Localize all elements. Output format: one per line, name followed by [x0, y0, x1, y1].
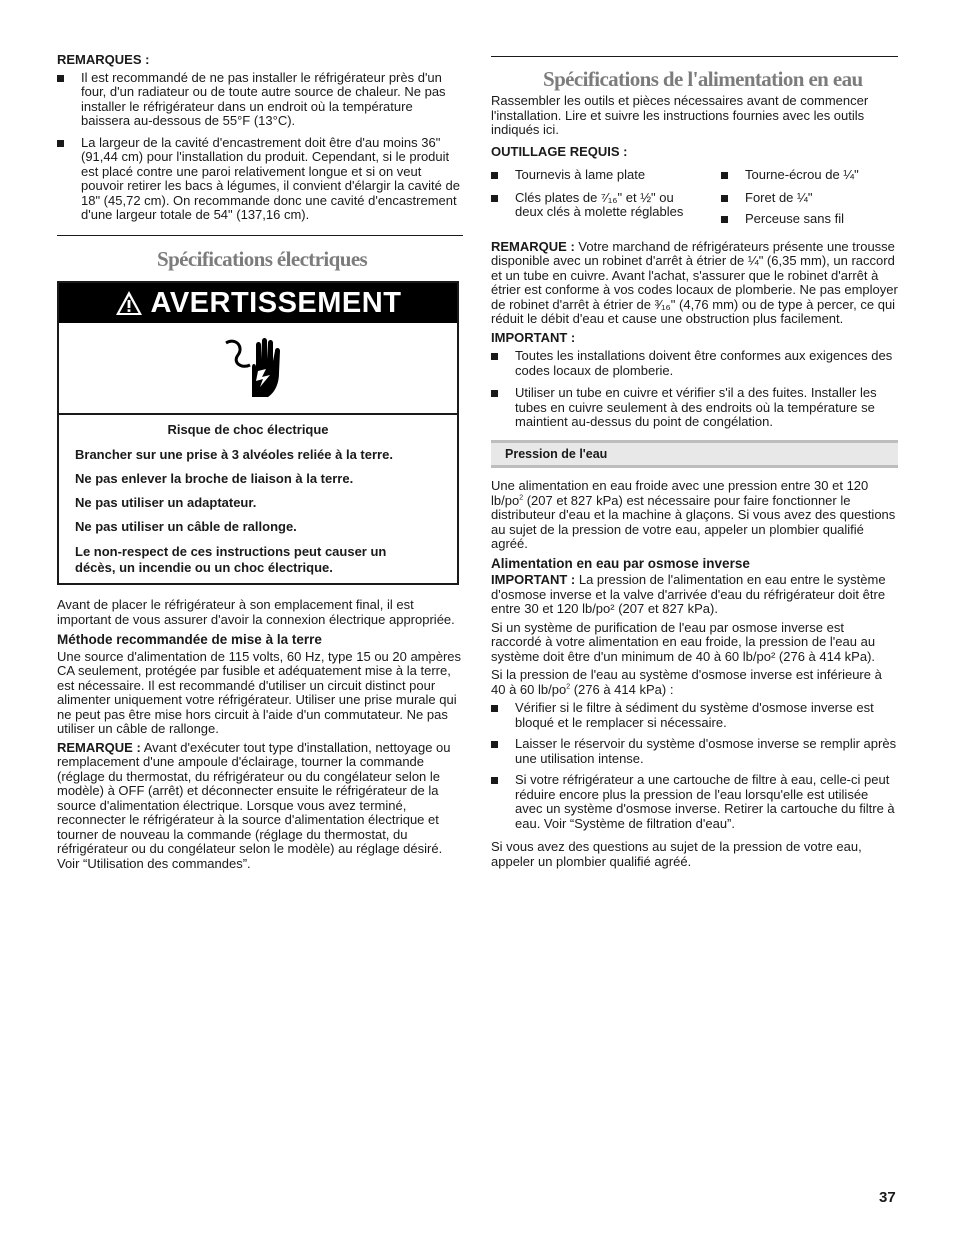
osmose-list — [491, 701, 898, 831]
osmose-paragraph: Si la pression de l'eau au système d'osmose inverse est inférieure à 40 à 60 $lb/po^2$ (276 à 414 kPa) : — [491, 667, 882, 697]
warning-line: Le non-respect de ces instructions peut causer un décès, un incendie ou un choc électrique. — [75, 543, 387, 575]
tools-title: OUTILLAGE REQUIS : — [491, 143, 628, 159]
warning-header — [59, 283, 457, 323]
section-heading-water: Spécifications de l'alimentation en eau — [543, 67, 863, 91]
water-intro: Rassembler les outils et pièces nécessaires avant de commencer l'installation. Lire et suivre les instructions fournies avec les outils indiqués ici. — [491, 93, 869, 137]
divider — [491, 56, 898, 57]
warning-line: Brancher sur une prise à 3 alvéoles reliée à la terre. — [75, 446, 393, 462]
osmose-paragraph: Si un système de purification de l'eau par osmose inverse est raccordé à votre alimentation en eau froide, la pression de l'eau au système doit être d'un minimum de 40 à 60 lb/po² (276 à 414 kPa). — [491, 619, 876, 664]
tools-right — [721, 168, 891, 227]
list-item: Vérifier si le filtre à sédiment du système d'osmose inverse est bloqué et le remplacer si nécessaire. — [491, 701, 898, 730]
list-item: Tourne-écrou de ¼" — [721, 168, 891, 183]
warning-line: Ne pas utiliser un câble de rallonge. — [75, 518, 297, 534]
list-item: Il est recommandé de ne pas installer le réfrigérateur près d'un four, d'un radiateur ou de toute autre source de chaleur. Ne pas installer le réfrigérateur dans un endroit où la température baissera au-dessous de 55°F (13°C). — [57, 71, 463, 129]
warning-risk: Risque de choc électrique — [167, 422, 329, 437]
important-title: IMPORTANT : — [491, 329, 576, 345]
tools-left — [491, 168, 721, 227]
list-item: Foret de ¼" — [721, 191, 891, 206]
remarques-list — [57, 71, 463, 223]
page-number: 37 — [879, 1189, 896, 1206]
warning-line: Ne pas enlever la broche de liaison à la terre. — [75, 470, 354, 486]
list-item: Tournevis à lame plate — [491, 168, 721, 183]
list-item: Utiliser un tube en cuivre et vérifier s'il a des fuites. Installer les tubes en cuivre seulement à des endroits où la température se maintient au-dessus du point de congélation. — [491, 386, 898, 430]
warning-body — [59, 415, 457, 576]
remarque-paragraph: REMARQUE : Votre marchand de réfrigérateurs présente une trousse disponible avec un robinet d'arrêt à étrier de ¼" (6,35 mm), un raccord et un tube en cuivre. Avant l'achat, s'assurer que le robinet d'arrêt à étrier est conforme à vos codes locaux de plomberie. Ne pas employer de robinet d'arrêt à étrier de ³⁄₁₆" (4,76 mm) ou de type à percer, ce qui réduit le débit d'eau et cause une obstruction plus facilement. — [491, 238, 898, 326]
remarque-label: REMARQUE : — [57, 739, 141, 755]
tools-list — [491, 168, 898, 227]
closing-paragraph: Si vous avez des questions au sujet de la pression de votre eau, appeler un plombier qualifié agréé. — [491, 839, 862, 869]
remarque-label: REMARQUE : — [491, 238, 575, 254]
divider — [57, 235, 463, 236]
remarques-title: REMARQUES : — [57, 52, 150, 67]
important-label: IMPORTANT : — [491, 572, 576, 587]
list-item: La largeur de la cavité d'encastrement doit être d'au moins 36" (91,44 cm) pour l'installation du produit. Cependant, si le produit est placé contre une paroi relativement longue et si on veut pouvoir retirer les bacs à légumes, il convient d'élargir la cavité de 18" (45,72 cm). On recommande donc une cavité d'encastrement d'une largeur totale de 54" (137,16 cm). — [57, 136, 463, 223]
electrical-intro: Avant de placer le réfrigérateur à son emplacement final, il est important de vous assurer d'avoir la connexion électrique appropriée. — [57, 597, 455, 627]
warning-line: Ne pas utiliser un adaptateur. — [75, 494, 257, 510]
section-heading-electrical: Spécifications électriques — [157, 247, 368, 271]
osmose-heading: Alimentation en eau par osmose inverse — [491, 555, 750, 571]
warning-title: AVERTISSEMENT — [150, 286, 402, 319]
warning-icon-area — [59, 323, 457, 415]
list-item: Perceuse sans fil — [721, 212, 891, 227]
ground-heading: Méthode recommandée de mise à la terre — [57, 632, 322, 647]
remarque-paragraph — [57, 741, 463, 872]
warning-triangle-icon — [115, 290, 143, 316]
remarque-text: Avant d'exécuter tout type d'installation, nettoyage ou remplacement d'une ampoule d'éclairage, tourner la commande (réglage du thermostat, du réfrigérateur ou du congélateur selon le modèle) à OFF (arrêt) et déconnecter ensuite le réfrigérateur de la source d'alimentation électrique. Lorsque vous avez terminé, reconnecter le réfrigérateur à la source d'alimentation électrique et tourner de nouveau la commande (réglage du thermostat, du réfrigérateur ou du congélateur selon le modèle) au réglage désiré. Voir “Utilisation des commandes”. — [57, 739, 451, 871]
pressure-text: Une alimentation en eau froide avec une pression entre 30 et 120 $lb/po^2$ (207 et 827 kPa) est nécessaire pour faire fonctionner le distributeur d'eau et la machine à glaçons. Si vous avez des questions au sujet de la pression de votre eau, appeler un plombier qualifié agréé. — [491, 478, 896, 551]
ground-text: Une source d'alimentation de 115 volts, 60 Hz, type 15 ou 20 ampères CA seulement, protégée par fusible et adéquatement mise à la terre, est nécessaire. Il est recommandé d'utiliser un circuit distinct pour alimenter uniquement votre réfrigérateur. Utiliser une prise murale qui ne peut pas être mise hors circuit à l'aide d'un commutateur. Ne pas utiliser un câble de rallonge. — [57, 648, 462, 736]
list-item: Clés plates de ⁷⁄₁₆" et ½" ou deux clés à molette réglables — [491, 191, 700, 220]
list-item: Toutes les installations doivent être conformes aux exigences des codes locaux de plomberie. — [491, 349, 898, 378]
pressure-band: Pression de l'eau — [491, 440, 898, 469]
electric-shock-hand-icon — [222, 333, 294, 403]
osmose-important: IMPORTANT : La pression de l'alimentation en eau entre le système d'osmose inverse et la valve d'arrivée d'eau du réfrigérateur doit être entre 30 et 120 lb/po² (207 et 827 kPa). — [491, 572, 886, 616]
list-item: Laisser le réservoir du système d'osmose inverse se remplir après une utilisation intense. — [491, 737, 898, 766]
warning-box — [57, 281, 459, 585]
left-column-lower — [57, 598, 463, 871]
important-list — [491, 349, 898, 430]
list-item: Si votre réfrigérateur a une cartouche de filtre à eau, celle-ci peut réduire encore plus la pression de l'eau lorsqu'elle est utilisée avec un système d'osmose inverse. Retirer la cartouche du filtre à eau. Voir “Système de filtration d'eau”. — [491, 773, 898, 831]
